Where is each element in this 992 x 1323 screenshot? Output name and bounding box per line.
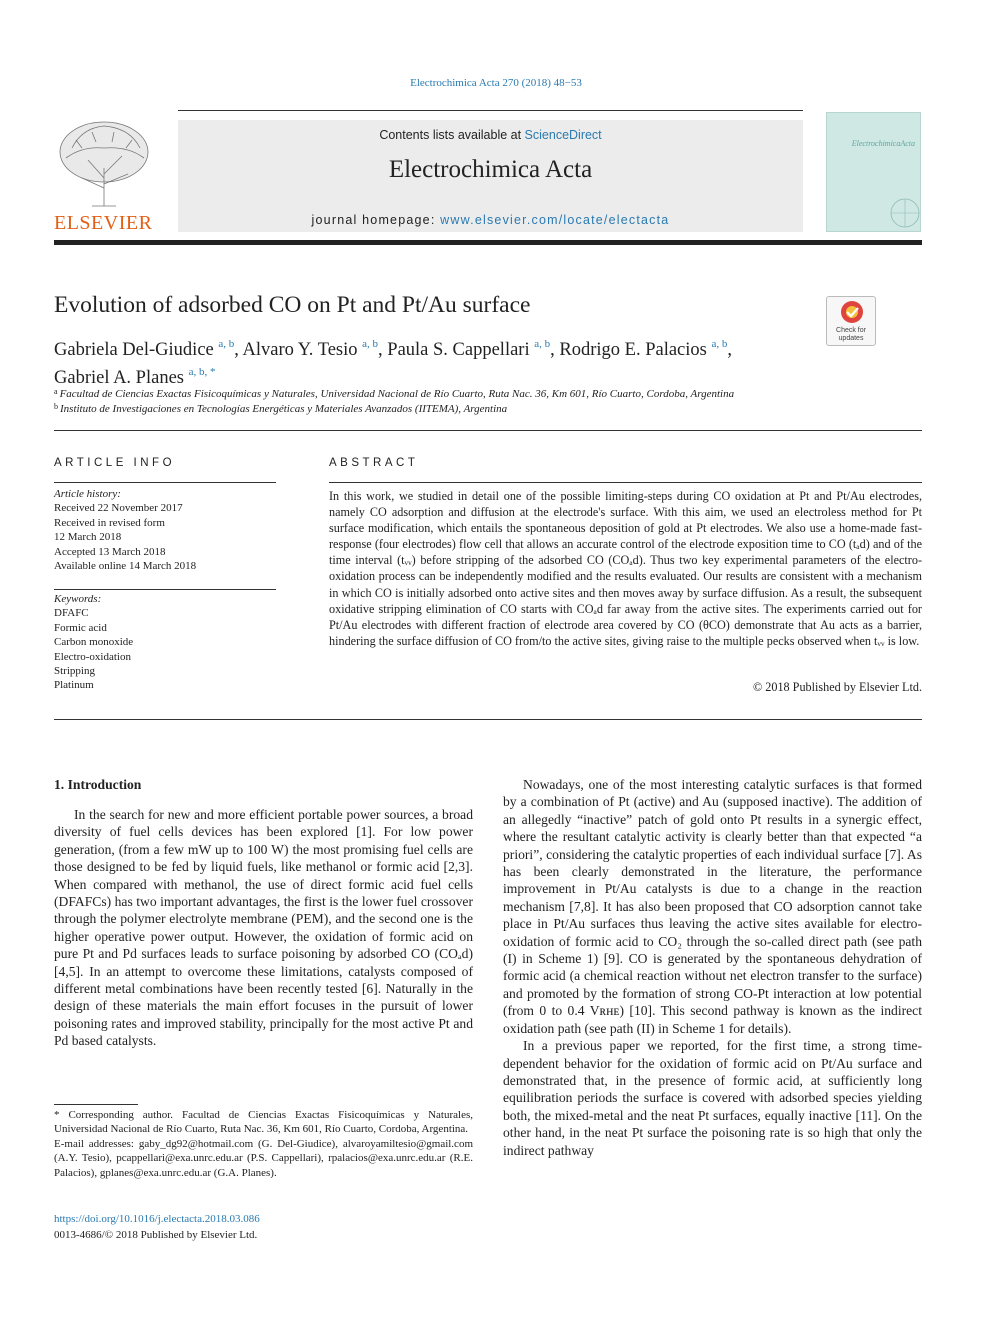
doi-link[interactable]: https://doi.org/10.1016/j.electacta.2018.03.086 [54, 1213, 260, 1225]
issn-line: 0013-4686/© 2018 Published by Elsevier Ltd. [54, 1229, 258, 1241]
author-separator: , [550, 340, 560, 360]
history-item: 12 March 2018 [54, 531, 122, 544]
author-name[interactable]: Alvaro Y. Tesio [242, 340, 363, 360]
history-item: Available online 14 March 2018 [54, 560, 197, 573]
page-footer [54, 1211, 260, 1243]
contents-line: Contents lists available at ScienceDirect [379, 128, 602, 142]
keyword-item: Stripping [54, 665, 95, 678]
cover-title: ElectrochimicaActa [851, 139, 915, 148]
abstract-rule [329, 482, 922, 483]
keyword-list [54, 606, 276, 692]
history-item: Accepted 13 March 2018 [54, 545, 166, 558]
header-thick-rule [54, 240, 922, 245]
author-name[interactable]: Paula S. Cappellari [387, 340, 535, 360]
crossmark-icon [827, 297, 877, 327]
article-history: Article history: Received 22 November 2017 Received in revised form 12 March 2018 Accepted 13 March 2018 Available online 14 March 2018 [54, 487, 276, 573]
footnote [54, 1108, 473, 1180]
affiliation-b: $^b$ Instituto de Investigaciones en Tecnologías Energéticas y Materiales Avanzados (IITEMA), Argentina [54, 402, 508, 415]
author-affiliation-marks[interactable]: a, b [534, 338, 551, 350]
introduction-heading: 1. Introduction [54, 777, 142, 792]
keyword-item: Carbon monoxide [54, 636, 134, 649]
author-affiliation-marks[interactable]: a, b, * [188, 366, 216, 378]
elsevier-wordmark: ELSEVIER [54, 212, 153, 234]
abstract-text: In this work, we studied in detail one of the possible limiting-steps during CO oxidation at Pt and Pt/Au electrodes, namely CO adsorption and diffusion at the electrode's surface. With this aim, we used an electroless method for Pt surface modification, which entails the spontaneous deposition of gold at Pt electrodes. We also use a home-made fast-response (four electrodes) flow cell that allows an accurate control of the electrode exposition time to CO (tₐd) and of the time interval (tᵥᵥ) before stripping of the adsorbed CO (COₐd). Thus two key experimental parameters of the electro-oxidation process can be independently modified and the results evaluated. Our results are consistent with a mechanism in which CO is initially adsorbed onto active sites and then moves away by surface diffusion. As a result, the subsequent oxidative stripping elimination of CO starts with COₐd far away from the active sites. The experiments carried out for Pt/Au electrodes with different fraction of electrode area covered by CO (θCO) demonstrate that Au acts as a barrier, hindering the surface diffusion of CO from/to the active sites, giving raise to the multiple pecks observed when tᵥᵥ is low. [329, 489, 922, 648]
affiliation-rule [54, 430, 922, 431]
abstract-bottom-rule [54, 719, 922, 720]
abstract-heading: ABSTRACT [329, 457, 419, 469]
homepage-link[interactable]: www.elsevier.com/locate/electacta [440, 213, 670, 227]
author-name[interactable]: Gabriela Del-Giudice [54, 340, 219, 360]
cover-graphic [827, 113, 922, 233]
keyword-item: Electro-oxidation [54, 650, 131, 663]
sciencedirect-link[interactable]: ScienceDirect [524, 128, 602, 142]
keywords: Keywords: DFAFC Formic acid Carbon monoxide Electro-oxidation Stripping Platinum [54, 592, 276, 693]
journal-citation[interactable]: Electrochimica Acta 270 (2018) 48−53 [410, 77, 582, 89]
body-paragraph: In the search for new and more efficient portable power sources, a broad diversity of fuel cells devices has been explored [1]. For low power generation, (from a few mW up to 100 W) the most promising fuel cells are those designed to be fed by liquid fuels, like methanol or formic acid [2,3]. When compared with methanol, the use of direct formic acid fuel cells (DFAFCs) has two important advantages, the first is the lower fuel crossover through the polymer electrolyte membrane (PEM), and the second one is the higher operative power output. However, the oxidation of formic acid on pure Pt and Pd surfaces leads to surface poisoning by adsorbed CO (COₐd) [4,5]. In an attempt to overcome these limitations, catalysts composed of different metal combinations have been recently tested [6]. Naturally in the design of these materials the main effort focuses in the pursuit of lower poisoning rates and improved stability, principally for the most active Pt and Pd based catalysts. [54, 807, 473, 1049]
journal-cover-thumbnail[interactable] [826, 112, 921, 232]
email-addresses[interactable]: E-mail addresses: gaby_dg92@hotmail.com (G. Del-Giudice), alvaroyamiltesio@gmail.com (A.Y. Tesio), pcappellari@exa.unrc.edu.ar (P.S. Cappellari), rpalacios@exa.unrc.edu.ar (R.E. Palacios), gplanes@exa.unrc.edu.ar (G.A. Planes). [54, 1137, 473, 1179]
author-name[interactable]: Gabriel A. Planes [54, 368, 189, 388]
journal-banner [178, 120, 803, 232]
author-affiliation-marks[interactable]: a, b [711, 338, 728, 350]
author-list [54, 333, 824, 389]
keyword-item: Formic acid [54, 621, 107, 634]
article-title: Evolution of adsorbed CO on Pt and Pt/Au surface [54, 292, 531, 318]
author-name[interactable]: Rodrigo E. Palacios [559, 340, 712, 360]
intro-right-column [503, 776, 922, 1159]
author-separator: , [727, 340, 732, 360]
author-separator: , [378, 340, 388, 360]
keyword-item: DFAFC [54, 607, 89, 620]
article-info-rule [54, 482, 276, 483]
intro-left-column [54, 806, 473, 1050]
body-paragraph: In a previous paper we reported, for the first time, a strong time-dependent behavior for the oxidation of formic acid on Pt/Au surface and demonstrated that, in the presence of formic acid, at sufficiently long equilibration periods the surface is covered with adsorbed species yielding both, the mixed-metal and the neat Pt surfaces, equally inactive [11]. On the other hand, in the neat Pt surface the poisoning rate is so high that only the indirect pathway [503, 1038, 922, 1158]
author-separator: , [234, 340, 243, 360]
header-rule [178, 110, 803, 111]
history-list [54, 501, 276, 573]
crossmark-label: Check for updates [836, 327, 866, 342]
author-affiliation-marks[interactable]: a, b [362, 338, 379, 350]
history-item: Received in revised form [54, 516, 165, 529]
keywords-rule [54, 589, 276, 590]
keyword-item: Platinum [54, 679, 94, 692]
abstract-copyright: © 2018 Published by Elsevier Ltd. [752, 680, 922, 694]
body-paragraph: Nowadays, one of the most interesting catalytic surfaces is that formed by a combination of Pt (active) and Au (supposed inactive). The addition of an allegedly “inactive” patch of gold onto Pt results in a synergic effect, where the resultant catalytic activity is clearly better than that expected “a priori”, considering the catalytic properties of each individual surface [7]. As has been clearly demonstrated in the literature, the performance improvement in Pt/Au catalysts is due to a change in the reaction mechanism [7,8]. It has also been proposed that CO adsorption cannot take place in Pt/Au surfaces thus leaving the active sites available for electro-oxidation of formic acid to CO₂ through the so-called direct path (see path (I) in Scheme 1) [9]. CO is generated by the spontaneous dehydration of formic acid (a chemical reaction without net electron transfer to the surface) and promoted by the formation of strong CO-Pt interaction at low potential (from 0 to 0.4 Vʀʜᴇ) [10]. This second pathway is known as the indirect oxidation path (see path (II) in Scheme 1 for details). [503, 777, 922, 1036]
article-info-heading: ARTICLE INFO [54, 457, 176, 469]
history-item: Received 22 November 2017 [54, 502, 183, 515]
journal-name: Electrochimica Acta [388, 156, 593, 183]
affiliation-a: $^a$ Facultad de Ciencias Exactas Fisicoquímicas y Naturales, Universidad Nacional de Río Cuarto, Ruta Nac. 36, Km 601, Río Cuarto, Cordoba, Argentina [54, 387, 735, 400]
footnote-rule [54, 1104, 138, 1105]
corresponding-author-note: * Corresponding author. Facultad de Ciencias Exactas Fisicoquímicas y Naturales, Universidad Nacional de Río Cuarto, Ruta Nac. 36, Km 601, Río Cuarto, Cordoba, Argentina. [54, 1109, 473, 1136]
check-for-updates-badge[interactable] [826, 296, 876, 346]
homepage-line: journal homepage: www.elsevier.com/locate/electacta [311, 213, 670, 227]
author-affiliation-marks[interactable]: a, b [218, 338, 235, 350]
